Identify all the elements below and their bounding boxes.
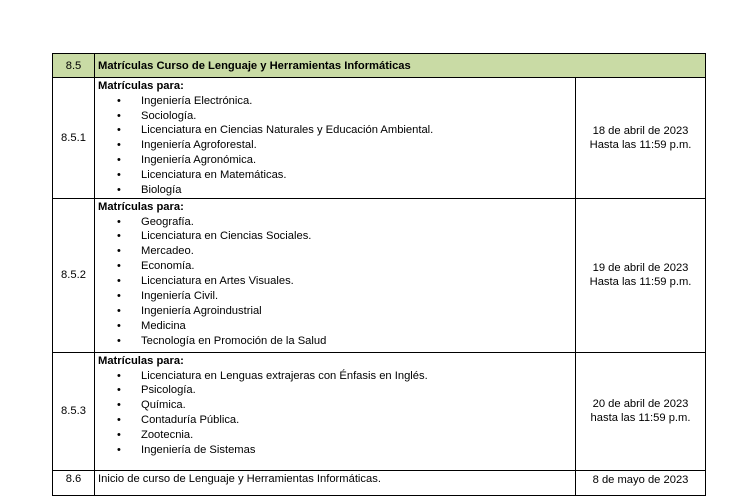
bullet-icon: • (117, 124, 121, 137)
row-number: 8.6 (53, 470, 95, 495)
list-item (98, 259, 575, 274)
list-item (98, 304, 575, 319)
program-name: Licenciatura en Ciencias Naturales y Educación Ambiental. (141, 124, 434, 137)
deadline-date: 20 de abril de 2023 (592, 398, 689, 411)
program-name: Licenciatura en Ciencias Sociales. (141, 230, 312, 243)
program-name: Licenciatura en Matemáticas. (141, 169, 287, 182)
program-name: Ingeniería Agronómica. (141, 154, 257, 167)
schedule-table (52, 53, 706, 496)
deadline-date: 19 de abril de 2023 (592, 262, 689, 275)
list-item (98, 428, 575, 443)
row-content: Inicio de curso de Lenguaje y Herramientas Informáticas. (95, 470, 576, 495)
list-item (98, 244, 575, 259)
program-name: Biología (141, 184, 182, 197)
list-item (98, 398, 575, 413)
bullet-icon: • (117, 275, 121, 288)
table-row (53, 470, 706, 495)
bullet-icon: • (117, 184, 121, 197)
program-name: Economía. (141, 260, 195, 273)
program-list (98, 94, 575, 198)
bullet-icon: • (117, 260, 121, 273)
list-item (98, 138, 575, 153)
row-number: 8.5.2 (53, 198, 95, 352)
section-number: 8.5 (53, 54, 95, 78)
program-list (98, 215, 575, 349)
bullet-icon: • (117, 245, 121, 258)
bullet-icon: • (117, 414, 121, 427)
bullet-icon: • (117, 369, 121, 382)
list-item (98, 319, 575, 334)
program-name: Mercadeo. (141, 245, 194, 258)
bullet-icon: • (117, 290, 121, 303)
row-content (95, 78, 576, 199)
row-content (95, 198, 576, 352)
row-number: 8.5.1 (53, 78, 95, 199)
bullet-icon: • (117, 384, 121, 397)
list-item (98, 229, 575, 244)
program-name: Ingeniería Agroindustrial (141, 304, 262, 317)
bullet-icon: • (117, 109, 121, 122)
program-name: Geografía. (141, 215, 194, 228)
list-item (98, 334, 575, 349)
program-name: Ingeniería Electrónica. (141, 94, 253, 107)
list-item (98, 369, 575, 384)
program-name: Contaduría Pública. (141, 414, 240, 427)
list-item (98, 443, 575, 458)
deadline-cell (576, 352, 706, 470)
program-name: Sociología. (141, 109, 197, 122)
deadline-time: Hasta las 11:59 p.m. (589, 276, 692, 289)
list-item (98, 413, 575, 428)
list-item (98, 109, 575, 124)
program-name: Ingeniería de Sistemas (141, 444, 256, 457)
bullet-icon: • (117, 230, 121, 243)
row-number: 8.5.3 (53, 352, 95, 470)
bullet-icon: • (117, 429, 121, 442)
deadline-time: Hasta las 11:59 p.m. (589, 138, 692, 151)
program-name: Ingeniería Agroforestal. (141, 139, 257, 152)
deadline-date: 8 de mayo de 2023 (576, 470, 706, 495)
list-item (98, 153, 575, 168)
program-name: Ingeniería Civil. (141, 290, 219, 303)
table-row (53, 198, 706, 352)
program-name: Química. (141, 399, 186, 412)
program-name: Licenciatura en Lenguas extrajeras con Énfasis en Inglés. (141, 369, 428, 382)
enrollment-label: Matrículas para: (98, 80, 184, 92)
list-item (98, 168, 575, 183)
list-item (98, 94, 575, 109)
list-item (98, 123, 575, 138)
enrollment-label: Matrículas para: (98, 200, 184, 213)
program-name: Tecnología en Promoción de la Salud (141, 334, 327, 347)
bullet-icon: • (117, 139, 121, 152)
deadline-time: hasta las 11:59 p.m. (590, 412, 691, 425)
table-row (53, 78, 706, 199)
program-list (98, 369, 575, 458)
list-item (98, 274, 575, 289)
bullet-icon: • (117, 334, 121, 347)
bullet-icon: • (117, 319, 121, 332)
program-name: Zootecnia. (141, 429, 194, 442)
bullet-icon: • (117, 215, 121, 228)
row-content (95, 352, 576, 470)
table-row (53, 352, 706, 470)
program-name: Medicina (141, 319, 186, 332)
list-item (98, 383, 575, 398)
section-title: Matrículas Curso de Lenguaje y Herramientas Informáticas (95, 54, 706, 78)
list-item (98, 289, 575, 304)
list-item (98, 215, 575, 230)
deadline-cell (576, 198, 706, 352)
list-item (98, 183, 575, 198)
program-name: Psicología. (141, 384, 196, 397)
deadline-cell (576, 78, 706, 199)
bullet-icon: • (117, 94, 121, 107)
bullet-icon: • (117, 169, 121, 182)
enrollment-label: Matrículas para: (98, 354, 184, 367)
bullet-icon: • (117, 399, 121, 412)
bullet-icon: • (117, 154, 121, 167)
section-header-row (53, 54, 706, 78)
bullet-icon: • (117, 304, 121, 317)
bullet-icon: • (117, 444, 121, 457)
program-name: Licenciatura en Artes Visuales. (141, 275, 294, 288)
deadline-date: 18 de abril de 2023 (592, 124, 689, 137)
